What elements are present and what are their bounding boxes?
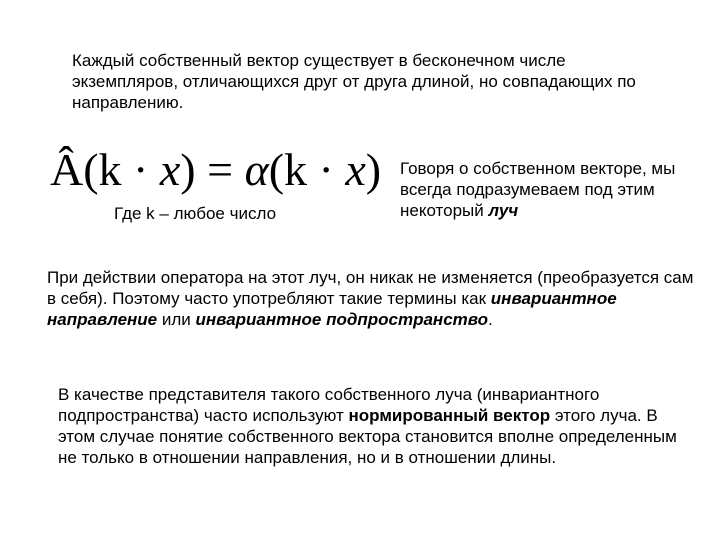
p4-text-1: В качестве представителя такого собственного луча (инвариантного подпространства) часто используют [58,385,600,425]
rhs-var: x [345,144,366,195]
paragraph-normalized [58,384,678,468]
operator-symbol: Â [50,144,84,195]
paragraph-ray-emph: луч [488,201,519,220]
p4-text-2: этого луча. В этом случае понятие собственного вектора становится вполне определенным не только в отношении направления, но и в отношении длины. [58,406,677,467]
rhs-close: ) [365,144,382,195]
rhs-open: (k · [268,144,346,195]
p3-text-1: При действии оператора на этот луч, он никак не изменяется (преобразуется сам в себя). Поэтому часто употребляют такие термины как [47,268,694,308]
lhs-open: (k · [83,144,160,195]
p3-text-2: или [157,310,196,329]
alpha-symbol: α [244,144,269,195]
paragraph-ray-text: Говоря о собственном векторе, мы всегда подразумеваем под этим некоторый [400,159,676,220]
eigen-equation [50,140,381,200]
p3-emph-1: инвариантное направление [47,289,617,329]
p4-emph-1: нормированный вектор [348,406,551,425]
where-label: Где k – любое число [114,204,277,223]
lhs-close: ) = [180,144,245,195]
p3-emph-2: инвариантное подпространство [195,310,488,329]
paragraph-ray [400,158,700,221]
paragraph-eigenvector-copies: Каждый собственный вектор существует в бесконечном числе экземпляров, отличающихся друг от друга длиной, но совпадающих по направлению. [72,51,636,112]
lhs-var: x [159,144,181,195]
p3-text-3: . [488,310,493,329]
paragraph-invariant [47,267,697,330]
